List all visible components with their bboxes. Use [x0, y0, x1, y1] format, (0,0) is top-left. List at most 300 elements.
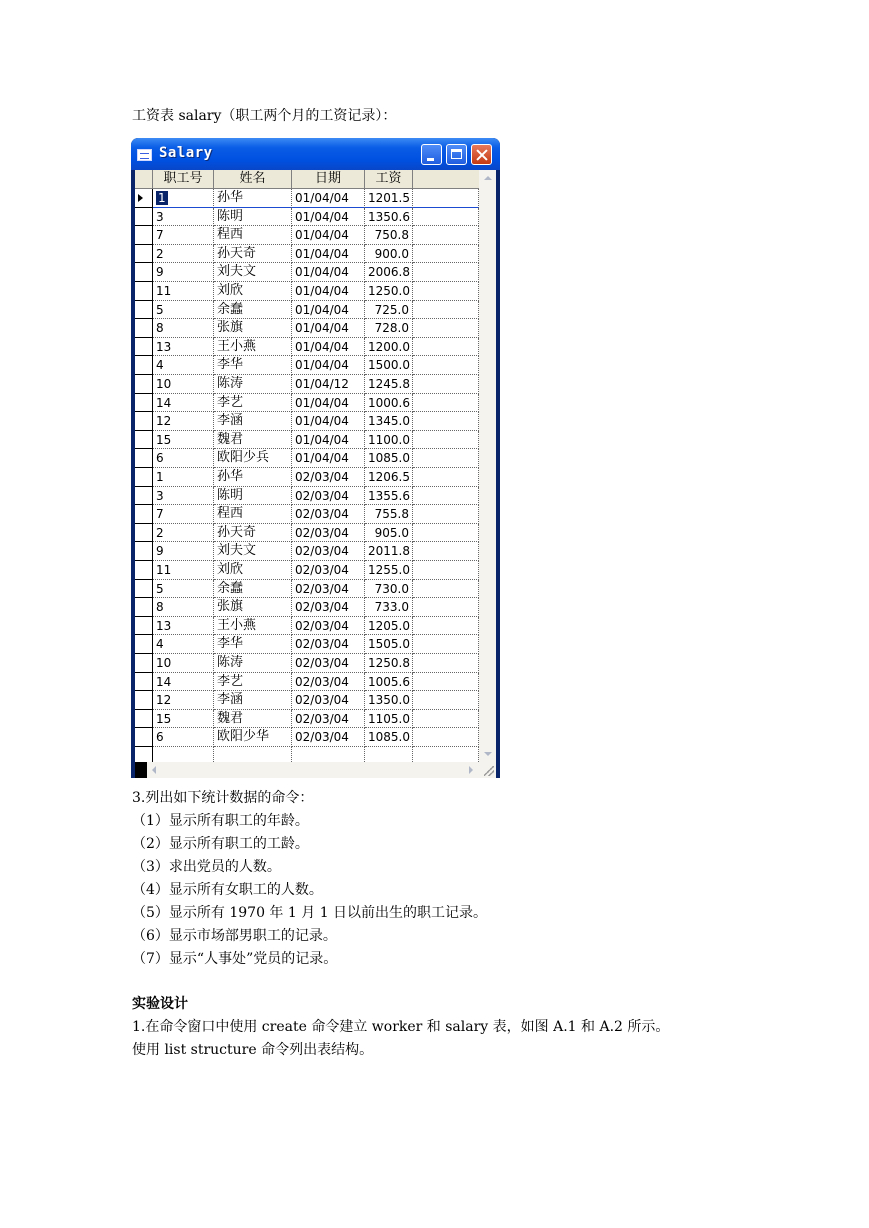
column-header-salary[interactable]: 工资: [365, 170, 413, 188]
cell-name[interactable]: [214, 375, 292, 394]
row-selector[interactable]: [135, 245, 153, 264]
cell-id[interactable]: [153, 394, 214, 413]
cell-text: 905.0: [374, 525, 409, 540]
cell-name[interactable]: [214, 356, 292, 375]
row-selector[interactable]: [135, 635, 153, 654]
cell-salary[interactable]: [365, 747, 413, 762]
resize-grip-icon: [484, 766, 494, 776]
row-selector[interactable]: [135, 691, 153, 710]
cell-date[interactable]: [292, 561, 365, 580]
column-header-name[interactable]: 姓名: [214, 170, 292, 188]
table-row[interactable]: [135, 208, 479, 227]
cell-text: 11: [156, 563, 172, 577]
cell-salary[interactable]: [365, 263, 413, 282]
cell-id[interactable]: [153, 208, 214, 227]
table-row[interactable]: [135, 524, 479, 543]
cell-text: 01/04/04: [295, 302, 349, 317]
cell-date[interactable]: [292, 747, 365, 762]
cell-salary[interactable]: [365, 356, 413, 375]
cell-id[interactable]: [153, 282, 214, 301]
cell-id[interactable]: [153, 654, 214, 673]
cell-text: 02/03/04: [295, 656, 349, 670]
table-row[interactable]: [135, 505, 479, 524]
cell-name[interactable]: [214, 747, 292, 762]
cell-salary[interactable]: [365, 245, 413, 264]
scroll-up-button[interactable]: [479, 170, 496, 187]
cell-salary[interactable]: [365, 710, 413, 729]
cell-empty[interactable]: [413, 394, 479, 413]
cell-name[interactable]: [214, 431, 292, 450]
row-selector[interactable]: [135, 208, 153, 227]
cell-date[interactable]: [292, 487, 365, 506]
cell-id[interactable]: [153, 561, 214, 580]
row-selector[interactable]: [135, 505, 153, 524]
row-selector[interactable]: [135, 542, 153, 561]
cell-text: 1201.5: [368, 191, 410, 205]
cell-name[interactable]: [214, 635, 292, 654]
cell-empty[interactable]: [413, 673, 479, 692]
section3-item: （7）显示“人事处”党员的记录。: [132, 951, 338, 967]
cell-id[interactable]: [153, 356, 214, 375]
cell-text: 02/03/04: [295, 507, 349, 522]
cell-text: 1000.6: [368, 395, 410, 410]
cell-name[interactable]: [214, 542, 292, 561]
cell-name[interactable]: [214, 673, 292, 692]
cell-date[interactable]: [292, 356, 365, 375]
cell-date[interactable]: [292, 189, 365, 208]
scroll-down-button[interactable]: [479, 745, 496, 762]
cell-text: 01/04/04: [295, 209, 349, 224]
cell-id[interactable]: [153, 449, 214, 468]
cell-date[interactable]: [292, 449, 365, 468]
table-row[interactable]: [135, 301, 479, 320]
table-row[interactable]: [135, 542, 479, 561]
row-selector[interactable]: [135, 412, 153, 431]
cell-text: 750.8: [374, 228, 409, 243]
scroll-left-button[interactable]: [147, 762, 163, 778]
cell-text: 02/03/04: [295, 693, 349, 708]
row-selector[interactable]: [135, 728, 153, 747]
cell-salary[interactable]: [365, 542, 413, 561]
cell-text: 1350.6: [368, 209, 410, 224]
row-selector[interactable]: [135, 282, 153, 301]
cell-text: 欧阳少兵: [217, 450, 270, 466]
cell-date[interactable]: [292, 617, 365, 636]
cell-date[interactable]: [292, 654, 365, 673]
cell-text: 14: [156, 395, 172, 410]
cell-id[interactable]: [153, 338, 214, 357]
row-selector[interactable]: [135, 747, 153, 762]
cell-name[interactable]: [214, 561, 292, 580]
cell-id[interactable]: [153, 226, 214, 245]
cell-name[interactable]: [214, 580, 292, 599]
cell-name[interactable]: [214, 691, 292, 710]
cell-empty[interactable]: [413, 375, 479, 394]
cell-empty[interactable]: [413, 263, 479, 282]
table-icon[interactable]: [137, 149, 152, 161]
cell-text: 1: [156, 470, 164, 484]
cell-text: 1500.0: [368, 358, 410, 373]
table-caption: 工资表 salary（职工两个月的工资记录）：: [132, 108, 397, 124]
cell-id[interactable]: [153, 524, 214, 543]
cell-text: 900.0: [374, 246, 409, 261]
cell-text: 01/04/04: [295, 228, 349, 243]
cell-date[interactable]: [292, 635, 365, 654]
cell-name[interactable]: [214, 449, 292, 468]
row-selector[interactable]: [135, 710, 153, 729]
close-button[interactable]: [471, 144, 492, 165]
cell-salary[interactable]: [365, 189, 413, 208]
cell-salary[interactable]: [365, 487, 413, 506]
cell-salary[interactable]: [365, 654, 413, 673]
cell-text: 孙天奇: [217, 245, 257, 261]
cell-date[interactable]: [292, 710, 365, 729]
vertical-scrollbar[interactable]: [479, 170, 496, 762]
cell-id[interactable]: [153, 598, 214, 617]
cell-salary[interactable]: [365, 226, 413, 245]
cell-id[interactable]: [153, 487, 214, 506]
table-row[interactable]: [135, 580, 479, 599]
cell-text: 2011.8: [368, 544, 410, 559]
cell-date[interactable]: [292, 691, 365, 710]
cell-text: 孙天奇: [217, 524, 257, 540]
cell-name[interactable]: [214, 245, 292, 264]
row-selector[interactable]: [135, 580, 153, 599]
cell-text: 孙华: [217, 469, 244, 484]
table-row[interactable]: [135, 263, 479, 282]
row-selector[interactable]: [135, 301, 153, 320]
table-row[interactable]: [135, 375, 479, 394]
grid-header: [135, 170, 479, 189]
cell-name[interactable]: [214, 617, 292, 636]
cell-text: 02/03/04: [295, 674, 349, 689]
cell-empty[interactable]: [413, 691, 479, 710]
cell-name[interactable]: [214, 319, 292, 338]
cell-name[interactable]: [214, 189, 292, 208]
scroll-right-button[interactable]: [463, 762, 479, 778]
cell-salary[interactable]: [365, 635, 413, 654]
row-selector[interactable]: [135, 598, 153, 617]
cell-text: 1245.8: [368, 377, 410, 391]
cell-text: 13: [156, 618, 172, 633]
cell-salary[interactable]: [365, 524, 413, 543]
cell-empty[interactable]: [413, 282, 479, 301]
row-selector[interactable]: [135, 487, 153, 506]
cell-name[interactable]: [214, 710, 292, 729]
cell-name[interactable]: [214, 412, 292, 431]
cell-empty[interactable]: [413, 635, 479, 654]
cell-empty[interactable]: [413, 542, 479, 561]
cell-id[interactable]: [153, 431, 214, 450]
cell-name[interactable]: [214, 208, 292, 227]
row-selector[interactable]: [135, 189, 153, 208]
design-line: 1.在命令窗口中使用 create 命令建立 worker 和 salary 表，如图 A.1 和 A.2 所示。: [132, 1019, 670, 1035]
cell-text: 陈明: [217, 487, 244, 503]
cell-date[interactable]: [292, 580, 365, 599]
cell-text: 1005.6: [368, 674, 410, 689]
table-row[interactable]: [135, 338, 479, 357]
cell-text: 2: [156, 246, 164, 261]
cell-date[interactable]: [292, 319, 365, 338]
cell-empty[interactable]: [413, 189, 479, 208]
cell-id[interactable]: [153, 673, 214, 692]
table-row[interactable]: [135, 189, 479, 208]
cell-text: 王小燕: [217, 617, 257, 633]
cell-text: 02/03/04: [295, 730, 349, 745]
cell-id[interactable]: [153, 245, 214, 264]
cell-text: 01/04/04: [295, 339, 349, 354]
cell-salary[interactable]: [365, 468, 413, 487]
arrow-right-icon: [469, 766, 473, 774]
cell-text: 02/03/04: [295, 470, 349, 484]
cell-date[interactable]: [292, 542, 365, 561]
table-row[interactable]: [135, 561, 479, 580]
cell-text: 13: [156, 339, 172, 354]
cell-text: 张旗: [217, 599, 244, 615]
cell-date[interactable]: [292, 338, 365, 357]
cell-salary[interactable]: [365, 394, 413, 413]
table-row[interactable]: [135, 226, 479, 245]
cell-empty[interactable]: [413, 449, 479, 468]
cell-empty[interactable]: [413, 505, 479, 524]
current-record-arrow-icon: [138, 194, 143, 202]
cell-name[interactable]: [214, 394, 292, 413]
cell-text: 李华: [217, 636, 244, 652]
cell-date[interactable]: [292, 226, 365, 245]
cell-salary[interactable]: [365, 301, 413, 320]
cell-id[interactable]: [153, 375, 214, 394]
row-selector[interactable]: [135, 673, 153, 692]
cell-text: 刘夫文: [217, 543, 257, 559]
table-row[interactable]: [135, 356, 479, 375]
table-row[interactable]: [135, 673, 479, 692]
resize-grip[interactable]: [479, 762, 496, 778]
cell-salary[interactable]: [365, 375, 413, 394]
cell-name[interactable]: [214, 654, 292, 673]
cell-empty[interactable]: [413, 617, 479, 636]
cell-id[interactable]: [153, 189, 214, 208]
cell-name[interactable]: [214, 226, 292, 245]
row-selector[interactable]: [135, 524, 153, 543]
cell-text: 4: [156, 358, 164, 373]
cell-empty[interactable]: [413, 431, 479, 450]
cell-id[interactable]: [153, 468, 214, 487]
cell-date[interactable]: [292, 412, 365, 431]
table-row[interactable]: [135, 654, 479, 673]
row-selector[interactable]: [135, 431, 153, 450]
cell-id[interactable]: [153, 635, 214, 654]
column-header-date[interactable]: 日期: [292, 170, 365, 188]
browse-client-area: [135, 170, 496, 778]
cell-date[interactable]: [292, 301, 365, 320]
table-row[interactable]: [135, 245, 479, 264]
window-title: Salary: [159, 145, 213, 161]
cell-empty[interactable]: [413, 412, 479, 431]
cell-salary[interactable]: [365, 691, 413, 710]
cell-name[interactable]: [214, 487, 292, 506]
cell-id[interactable]: [153, 710, 214, 729]
table-row[interactable]: [135, 282, 479, 301]
cell-date[interactable]: [292, 431, 365, 450]
cell-salary[interactable]: [365, 338, 413, 357]
cell-empty[interactable]: [413, 338, 479, 357]
column-header-id[interactable]: 职工号: [153, 170, 214, 188]
cell-text: 02/03/04: [295, 581, 349, 596]
cell-id[interactable]: [153, 542, 214, 561]
horizontal-scrollbar[interactable]: [147, 762, 479, 778]
cell-text: 2: [156, 525, 164, 540]
row-selector[interactable]: [135, 394, 153, 413]
cell-id[interactable]: [153, 412, 214, 431]
cell-text: 8: [156, 321, 164, 336]
cell-text: 730.0: [374, 581, 409, 596]
cell-text: 刘夫文: [217, 264, 257, 280]
cell-date[interactable]: [292, 263, 365, 282]
cell-id[interactable]: [153, 747, 214, 762]
table-row[interactable]: [135, 710, 479, 729]
cell-text: 程西: [217, 506, 244, 522]
table-row[interactable]: [135, 598, 479, 617]
cell-date[interactable]: [292, 598, 365, 617]
cell-empty[interactable]: [413, 301, 479, 320]
cell-salary[interactable]: [365, 561, 413, 580]
cell-date[interactable]: [292, 524, 365, 543]
cell-empty[interactable]: [413, 580, 479, 599]
cell-salary[interactable]: [365, 673, 413, 692]
row-selector[interactable]: [135, 319, 153, 338]
row-selector[interactable]: [135, 561, 153, 580]
table-row[interactable]: [135, 728, 479, 747]
empty-row[interactable]: [135, 747, 479, 762]
cell-salary[interactable]: [365, 449, 413, 468]
table-row[interactable]: [135, 691, 479, 710]
cell-empty[interactable]: [413, 245, 479, 264]
cell-date[interactable]: [292, 375, 365, 394]
cell-date[interactable]: [292, 282, 365, 301]
cell-text: 11: [156, 284, 172, 298]
table-row[interactable]: [135, 617, 479, 636]
cell-empty[interactable]: [413, 226, 479, 245]
cell-text: 3: [156, 209, 164, 224]
cell-id[interactable]: [153, 301, 214, 320]
cell-salary[interactable]: [365, 580, 413, 599]
cell-salary[interactable]: [365, 617, 413, 636]
row-selector[interactable]: [135, 617, 153, 636]
cell-name[interactable]: [214, 263, 292, 282]
cell-salary[interactable]: [365, 598, 413, 617]
cell-salary[interactable]: [365, 319, 413, 338]
cell-text: 02/03/04: [295, 488, 349, 503]
cell-date[interactable]: [292, 728, 365, 747]
cell-salary[interactable]: [365, 412, 413, 431]
cell-empty[interactable]: [413, 468, 479, 487]
cell-empty[interactable]: [413, 319, 479, 338]
cell-empty[interactable]: [413, 728, 479, 747]
cell-id[interactable]: [153, 728, 214, 747]
row-selector[interactable]: [135, 468, 153, 487]
design-line: 使用 list structure 命令列出表结构。: [132, 1042, 374, 1058]
table-row[interactable]: [135, 319, 479, 338]
cell-name[interactable]: [214, 505, 292, 524]
row-selector[interactable]: [135, 226, 153, 245]
table-row[interactable]: [135, 394, 479, 413]
minimize-button[interactable]: [421, 144, 442, 165]
cell-date[interactable]: [292, 468, 365, 487]
cell-empty[interactable]: [413, 598, 479, 617]
cell-text: 李艺: [217, 673, 244, 689]
cell-name[interactable]: [214, 338, 292, 357]
cell-name[interactable]: [214, 282, 292, 301]
cell-empty[interactable]: [413, 208, 479, 227]
table-row[interactable]: [135, 431, 479, 450]
cell-id[interactable]: [153, 580, 214, 599]
partition-splitter[interactable]: [135, 762, 147, 778]
cell-id[interactable]: [153, 617, 214, 636]
cell-text: 1250.0: [368, 284, 410, 298]
table-row[interactable]: [135, 635, 479, 654]
cell-text: 1206.5: [368, 470, 410, 484]
cell-empty[interactable]: [413, 524, 479, 543]
cell-name[interactable]: [214, 468, 292, 487]
table-row[interactable]: [135, 468, 479, 487]
cell-name[interactable]: [214, 728, 292, 747]
cell-name[interactable]: [214, 524, 292, 543]
cell-id[interactable]: [153, 319, 214, 338]
cell-text: 02/03/04: [295, 563, 349, 577]
cell-date[interactable]: [292, 505, 365, 524]
title-bar[interactable]: [131, 138, 500, 170]
cell-salary[interactable]: [365, 505, 413, 524]
table-row[interactable]: [135, 449, 479, 468]
cell-salary[interactable]: [365, 728, 413, 747]
cell-text: 1350.0: [368, 693, 410, 708]
row-selector[interactable]: [135, 356, 153, 375]
cell-empty[interactable]: [413, 654, 479, 673]
cell-name[interactable]: [214, 598, 292, 617]
cell-id[interactable]: [153, 691, 214, 710]
row-selector[interactable]: [135, 338, 153, 357]
maximize-button[interactable]: [446, 144, 467, 165]
row-selector[interactable]: [135, 449, 153, 468]
cell-date[interactable]: [292, 673, 365, 692]
cell-text: 1: [158, 191, 166, 205]
cell-date[interactable]: [292, 394, 365, 413]
cell-name[interactable]: [214, 301, 292, 320]
row-selector[interactable]: [135, 375, 153, 394]
cell-empty[interactable]: [413, 747, 479, 762]
cell-date[interactable]: [292, 208, 365, 227]
cell-text: 欧阳少华: [217, 729, 270, 745]
table-row[interactable]: [135, 412, 479, 431]
cell-empty[interactable]: [413, 487, 479, 506]
cell-date[interactable]: [292, 245, 365, 264]
cell-salary[interactable]: [365, 208, 413, 227]
arrow-left-icon: [152, 766, 156, 774]
cell-id[interactable]: [153, 505, 214, 524]
section3-item: （6）显示市场部男职工的记录。: [132, 928, 337, 944]
table-row[interactable]: [135, 487, 479, 506]
cell-text: 7: [156, 507, 164, 522]
cell-empty[interactable]: [413, 561, 479, 580]
cell-id[interactable]: [153, 263, 214, 282]
cell-salary[interactable]: [365, 282, 413, 301]
row-selector[interactable]: [135, 263, 153, 282]
cell-salary[interactable]: [365, 431, 413, 450]
cell-text: 3: [156, 488, 164, 503]
cell-empty[interactable]: [413, 710, 479, 729]
cell-empty[interactable]: [413, 356, 479, 375]
row-selector[interactable]: [135, 654, 153, 673]
